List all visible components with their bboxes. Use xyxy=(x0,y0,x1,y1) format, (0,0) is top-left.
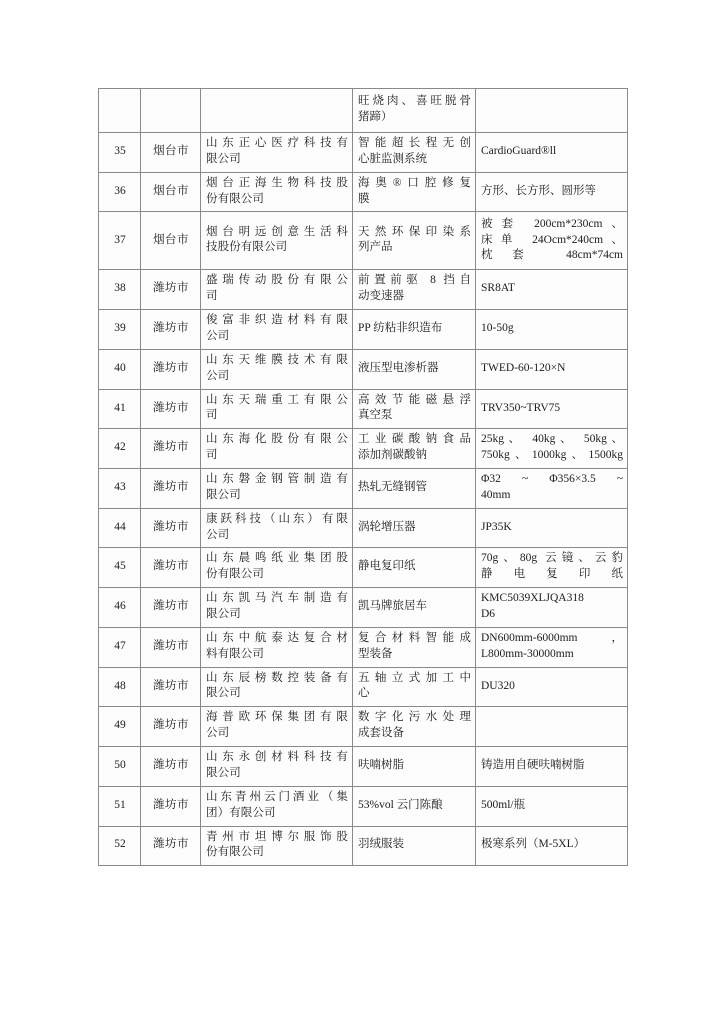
cell-product-line: 心脏监测系统 xyxy=(358,152,427,165)
cell-product-line: 列产品 xyxy=(358,241,393,254)
cell-product xyxy=(353,588,476,628)
cell-city: 烟台市 xyxy=(141,133,201,173)
cell-company-line: 限公司 xyxy=(206,687,241,700)
cell-company xyxy=(201,133,353,173)
table-row xyxy=(99,707,628,747)
cell-product-line: 数字化污水处理 xyxy=(358,711,471,724)
cell-product-line: 心 xyxy=(358,687,370,700)
cell-product xyxy=(353,548,476,588)
cell-company xyxy=(201,747,353,787)
cell-product-line: 五轴立式加工中 xyxy=(358,671,471,684)
cell-company xyxy=(201,310,353,350)
cell-index: 36 xyxy=(99,172,141,212)
cell-city: 潍坊市 xyxy=(141,747,201,787)
cell-product-line: 呋喃树脂 xyxy=(358,758,404,771)
cell-city: 潍坊市 xyxy=(141,707,201,747)
cell-product xyxy=(353,172,476,212)
table-row xyxy=(99,786,628,826)
cell-product-line: 凯马牌旅居车 xyxy=(358,600,427,613)
cell-company-line: 限公司 xyxy=(206,152,241,165)
cell-product xyxy=(353,270,476,310)
cell-company-line: 烟台明远创意生活科 xyxy=(206,225,348,238)
cell-spec-line: 床单 24Ocm*240cm、 xyxy=(481,233,623,246)
cell-spec-line: 方形、长方形、圆形等 xyxy=(481,184,596,197)
table-row xyxy=(99,627,628,667)
cell-product xyxy=(353,508,476,548)
cell-city: 潍坊市 xyxy=(141,508,201,548)
cell-company-line: 山东辰榜数控装备有 xyxy=(206,671,348,684)
cell-company-line: 份有限公司 xyxy=(206,568,264,581)
cell-company-line: 山东磐金钢管制造有 xyxy=(206,473,348,486)
cell-company-line: 山东凯马汽车制造有 xyxy=(206,592,348,605)
cell-city: 潍坊市 xyxy=(141,548,201,588)
cell-spec xyxy=(476,508,628,548)
cell-spec xyxy=(476,310,628,350)
cell-company-line: 山东永创材料科技有 xyxy=(206,751,348,764)
table-row xyxy=(99,469,628,509)
cell-spec xyxy=(476,548,628,588)
cell-spec-line: 25kg、 40kg、 50kg、 xyxy=(481,433,623,446)
table-row xyxy=(99,310,628,350)
cell-company-line: 公司 xyxy=(206,528,230,541)
table-row xyxy=(99,172,628,212)
cell-index xyxy=(99,89,141,133)
table-body xyxy=(99,89,628,866)
table-row xyxy=(99,826,628,866)
cell-company-line: 限公司 xyxy=(206,488,241,501)
cell-product xyxy=(353,133,476,173)
cell-spec xyxy=(476,786,628,826)
cell-company xyxy=(201,588,353,628)
cell-product-line: 热轧无缝钢管 xyxy=(358,480,427,493)
cell-spec-line: D6 xyxy=(481,608,496,621)
cell-company-line: 限公司 xyxy=(206,608,241,621)
cell-spec-line: JP35K xyxy=(481,520,512,533)
cell-company-line: 俊富非织造材料有限 xyxy=(206,314,348,327)
cell-spec-line: 40mm xyxy=(481,488,511,501)
cell-index: 40 xyxy=(99,349,141,389)
cell-product xyxy=(353,667,476,707)
cell-spec-line: 750kg、1000kg、1500kg xyxy=(481,449,623,462)
cell-index: 39 xyxy=(99,310,141,350)
cell-spec-line: 铸造用自硬呋喃树脂 xyxy=(481,758,585,771)
cell-spec xyxy=(476,707,628,747)
cell-product-line: 动变速器 xyxy=(358,290,404,303)
table-row xyxy=(99,349,628,389)
cell-spec xyxy=(476,89,628,133)
cell-company xyxy=(201,548,353,588)
cell-product xyxy=(353,469,476,509)
cell-product xyxy=(353,212,476,270)
cell-company xyxy=(201,270,353,310)
cell-company-line: 公司 xyxy=(206,369,230,382)
cell-spec-line: 70g、80g 云镜、云豹 xyxy=(481,552,623,565)
cell-spec xyxy=(476,133,628,173)
cell-company xyxy=(201,429,353,469)
cell-company-line: 盛瑞传动股份有限公 xyxy=(206,274,348,287)
cell-product xyxy=(353,89,476,133)
cell-company-line: 司 xyxy=(206,409,218,422)
cell-company-line: 公司 xyxy=(206,330,230,343)
cell-company-line: 公司 xyxy=(206,727,230,740)
cell-company-line: 山东正心医疗科技有 xyxy=(206,137,348,149)
cell-company xyxy=(201,89,353,133)
cell-index: 42 xyxy=(99,429,141,469)
table-row xyxy=(99,747,628,787)
table-row xyxy=(99,270,628,310)
cell-spec-line: 静电复印纸 xyxy=(481,568,623,581)
cell-spec xyxy=(476,270,628,310)
cell-city: 潍坊市 xyxy=(141,627,201,667)
cell-spec xyxy=(476,172,628,212)
cell-company-line: 份有限公司 xyxy=(206,192,264,205)
cell-company xyxy=(201,212,353,270)
cell-spec-line: L800mm-30000mm xyxy=(481,647,574,660)
cell-product xyxy=(353,627,476,667)
table-row xyxy=(99,667,628,707)
cell-company-line: 司 xyxy=(206,290,218,303)
cell-company xyxy=(201,826,353,866)
cell-index: 46 xyxy=(99,588,141,628)
cell-company-line: 青州市坦博尔服饰股 xyxy=(206,830,348,843)
cell-spec xyxy=(476,747,628,787)
cell-spec-line: 10-50g xyxy=(481,322,514,335)
table-row xyxy=(99,389,628,429)
cell-index: 38 xyxy=(99,270,141,310)
cell-company-line: 山东青州云门酒业（集 xyxy=(206,790,348,803)
cell-index: 44 xyxy=(99,508,141,548)
table-row xyxy=(99,429,628,469)
cell-product xyxy=(353,310,476,350)
cell-spec-line: 极寒系列（M-5XL） xyxy=(481,838,586,851)
cell-company xyxy=(201,508,353,548)
enterprise-product-table xyxy=(98,88,628,866)
cell-product xyxy=(353,826,476,866)
table-row xyxy=(99,508,628,548)
table-row xyxy=(99,548,628,588)
cell-spec-line: CardioGuard®ll xyxy=(481,144,557,157)
cell-product-line: 天然环保印染系 xyxy=(358,225,471,238)
cell-company-line: 技股份有限公司 xyxy=(206,241,288,254)
cell-product-line: 涡轮增压器 xyxy=(358,520,416,533)
cell-spec-line: 500ml/瓶 xyxy=(481,798,526,811)
cell-index: 41 xyxy=(99,389,141,429)
cell-spec xyxy=(476,667,628,707)
cell-product-line: 成套设备 xyxy=(358,727,404,740)
cell-spec xyxy=(476,826,628,866)
cell-product-line: 高效节能磁悬浮 xyxy=(358,393,471,406)
cell-product-line: 膜 xyxy=(358,192,370,205)
table-row xyxy=(99,588,628,628)
cell-city xyxy=(141,89,201,133)
cell-company-line: 山东晨鸣纸业集团股 xyxy=(206,552,348,565)
cell-index: 35 xyxy=(99,133,141,173)
cell-spec-line: DU320 xyxy=(481,679,515,692)
cell-product xyxy=(353,747,476,787)
cell-index: 52 xyxy=(99,826,141,866)
cell-company-line: 山东中航泰达复合材 xyxy=(206,631,348,644)
cell-company-line: 山东天维膜技术有限 xyxy=(206,353,348,366)
cell-product xyxy=(353,389,476,429)
cell-city: 潍坊市 xyxy=(141,310,201,350)
cell-spec-line: KMC5039XLJQA318 xyxy=(481,592,584,605)
cell-index: 47 xyxy=(99,627,141,667)
cell-product-line: 前置前驱 8 挡自 xyxy=(358,274,471,287)
cell-spec-line: TRV350~TRV75 xyxy=(481,401,561,414)
cell-company xyxy=(201,469,353,509)
cell-index: 50 xyxy=(99,747,141,787)
table-row xyxy=(99,212,628,270)
cell-company xyxy=(201,707,353,747)
cell-city: 潍坊市 xyxy=(141,588,201,628)
cell-product xyxy=(353,786,476,826)
cell-index: 45 xyxy=(99,548,141,588)
cell-product-line: 静电复印纸 xyxy=(358,560,416,573)
cell-index: 51 xyxy=(99,786,141,826)
cell-product-line: 液压型电渗析器 xyxy=(358,361,439,374)
cell-spec xyxy=(476,469,628,509)
cell-index: 43 xyxy=(99,469,141,509)
cell-spec-line: 枕套 48cm*74cm xyxy=(481,249,623,262)
cell-company-line: 山东海化股份有限公 xyxy=(206,433,348,446)
table-row-partial xyxy=(99,89,628,133)
cell-spec-line: SR8AT xyxy=(481,282,515,295)
table-row xyxy=(99,133,628,173)
cell-company-line: 山东天瑞重工有限公 xyxy=(206,393,348,406)
cell-city: 潍坊市 xyxy=(141,469,201,509)
cell-index: 48 xyxy=(99,667,141,707)
cell-product-line: 工业碳酸钠食品 xyxy=(358,433,471,446)
cell-spec-line: DN600mm-6000mm， xyxy=(481,631,623,644)
cell-spec xyxy=(476,349,628,389)
cell-city: 潍坊市 xyxy=(141,389,201,429)
cell-city: 潍坊市 xyxy=(141,826,201,866)
cell-product-line: 型装备 xyxy=(358,647,393,660)
cell-city: 潍坊市 xyxy=(141,429,201,469)
cell-product-line: PP 纺粘非织造布 xyxy=(358,322,443,335)
cell-spec xyxy=(476,212,628,270)
table-container xyxy=(98,88,627,866)
cell-product-line: 复合材料智能成 xyxy=(358,631,471,644)
cell-product-line: 旺烧肉、喜旺脱骨 xyxy=(358,95,471,108)
cell-company xyxy=(201,786,353,826)
cell-spec xyxy=(476,588,628,628)
cell-company-line: 限公司 xyxy=(206,766,241,779)
cell-product xyxy=(353,429,476,469)
cell-company-line: 烟台正海生物科技股 xyxy=(206,176,348,189)
cell-product-line: 羽绒服装 xyxy=(358,838,404,851)
cell-spec xyxy=(476,429,628,469)
cell-spec-line: Φ32 ~ Φ356×3.5 ~ xyxy=(481,473,623,486)
cell-city: 潍坊市 xyxy=(141,349,201,389)
cell-company-line: 团）有限公司 xyxy=(206,806,276,819)
cell-index: 37 xyxy=(99,212,141,270)
cell-company xyxy=(201,667,353,707)
cell-product-line: 海奥®口腔修复 xyxy=(358,176,471,189)
cell-city: 潍坊市 xyxy=(141,667,201,707)
cell-company-line: 司 xyxy=(206,449,218,462)
cell-product xyxy=(353,707,476,747)
cell-product-line: 智能超长程无创 xyxy=(358,137,471,149)
cell-city: 烟台市 xyxy=(141,212,201,270)
cell-spec-line: 被套 200cm*230cm、 xyxy=(481,217,623,230)
cell-city: 烟台市 xyxy=(141,172,201,212)
cell-company-line: 海普欧环保集团有限 xyxy=(206,711,348,724)
cell-city: 潍坊市 xyxy=(141,786,201,826)
cell-spec xyxy=(476,627,628,667)
cell-spec-line: TWED-60-120×N xyxy=(481,361,566,374)
cell-company xyxy=(201,349,353,389)
cell-index: 49 xyxy=(99,707,141,747)
cell-company xyxy=(201,627,353,667)
cell-city: 潍坊市 xyxy=(141,270,201,310)
cell-product xyxy=(353,349,476,389)
cell-company-line: 份有限公司 xyxy=(206,846,264,859)
cell-product-line: 53%vol 云门陈酿 xyxy=(358,798,443,811)
cell-company-line: 料有限公司 xyxy=(206,647,264,660)
cell-product-line: 猪蹄） xyxy=(358,111,393,123)
cell-company xyxy=(201,172,353,212)
cell-spec xyxy=(476,389,628,429)
cell-company xyxy=(201,389,353,429)
cell-product-line: 添加剂碳酸钠 xyxy=(358,449,427,462)
cell-company-line: 康跃科技（山东）有限 xyxy=(206,512,348,525)
cell-product-line: 真空泵 xyxy=(358,409,393,422)
